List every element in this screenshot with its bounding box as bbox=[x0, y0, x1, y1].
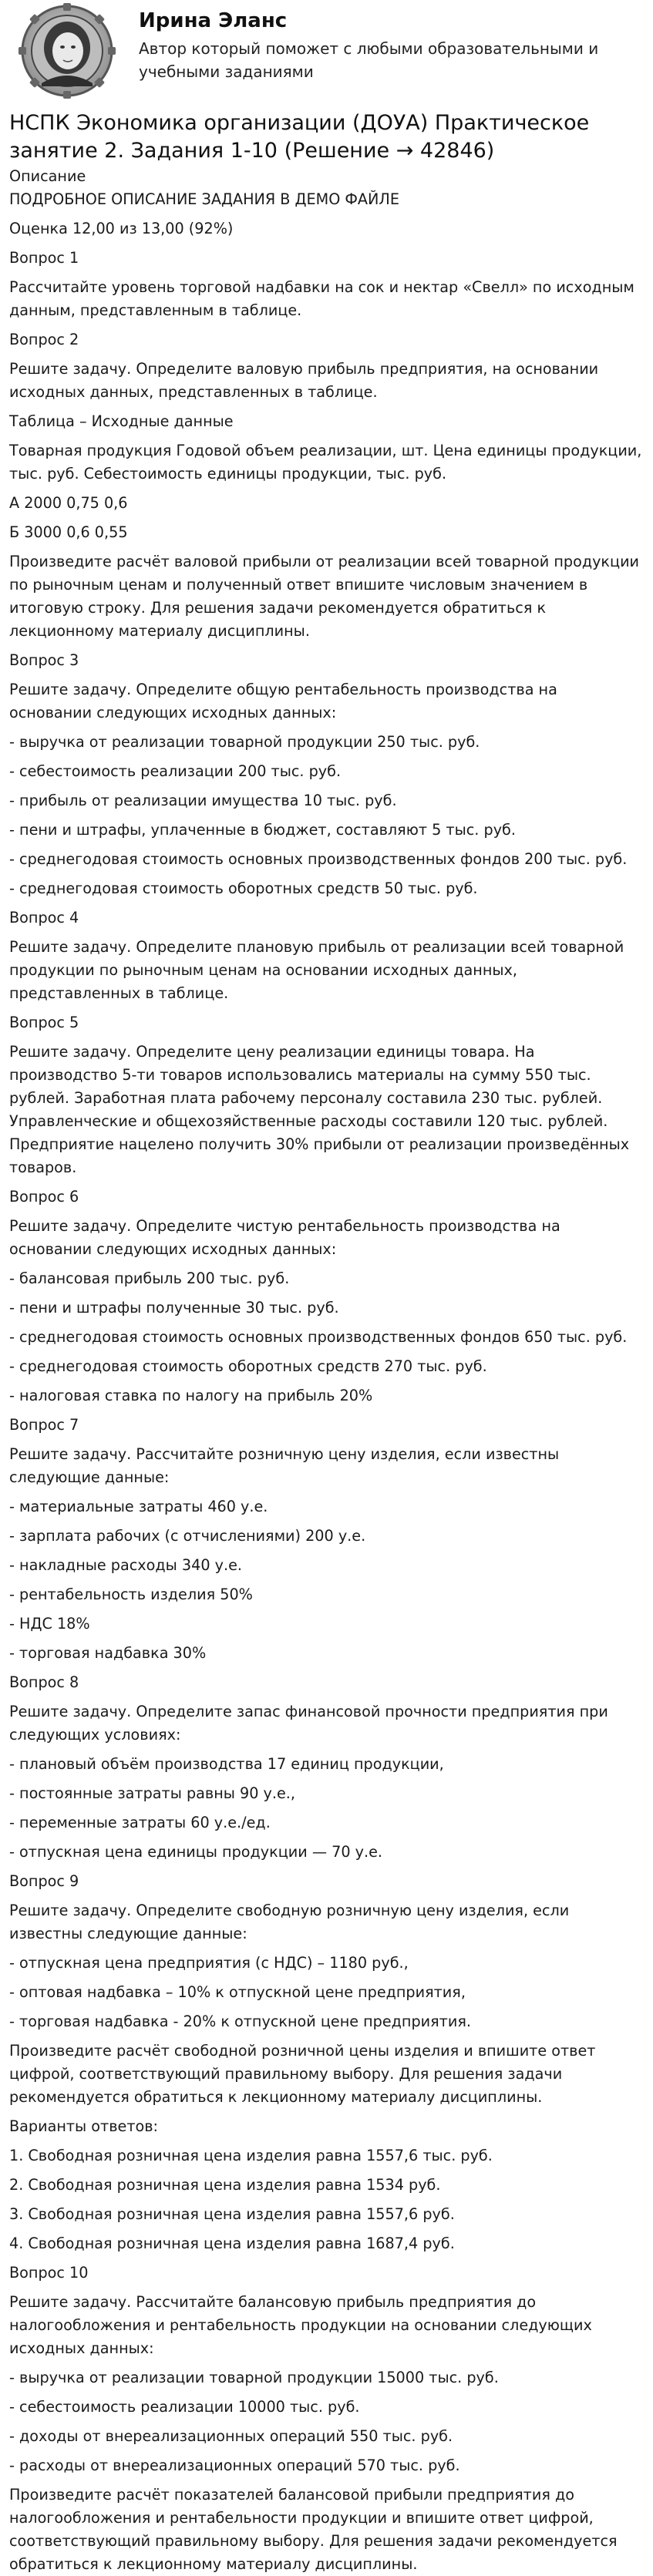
content-paragraph: Вопрос 5 bbox=[9, 1014, 79, 1031]
content-paragraph: - плановый объём производства 17 единиц продукции, bbox=[9, 1755, 444, 1773]
content-paragraph: Таблица – Исходные данные bbox=[9, 412, 234, 430]
content-paragraph: Описание bbox=[9, 167, 86, 185]
content-paragraph: - налоговая ставка по налогу на прибыль 20% bbox=[9, 1387, 373, 1404]
avatar-portrait-image bbox=[9, 3, 125, 99]
content-paragraph: Решите задачу. Рассчитайте балансовую прибыль предприятия до налогообложения и рентабельность продукции на основании следующих исходных данных: bbox=[9, 2293, 592, 2357]
content-paragraph: - переменные затраты 60 у.е./ед. bbox=[9, 1814, 271, 1831]
content-paragraph: Решите задачу. Определите общую рентабельность производства на основании следующих исходных данных: bbox=[9, 681, 557, 721]
content-paragraph: ПОДРОБНОЕ ОПИСАНИЕ ЗАДАНИЯ В ДЕМО ФАЙЛЕ bbox=[9, 190, 399, 208]
content-paragraph: Вопрос 4 bbox=[9, 909, 79, 926]
author-avatar[interactable] bbox=[9, 3, 125, 99]
content-paragraph: - среднегодовая стоимость основных производственных фондов 650 тыс. руб. bbox=[9, 1328, 628, 1346]
content-paragraph: - пени и штрафы полученные 30 тыс. руб. bbox=[9, 1299, 339, 1317]
content-paragraph: - среднегодовая стоимость основных производственных фондов 200 тыс. руб. bbox=[9, 850, 628, 868]
content-paragraph: Оценка 12,00 из 13,00 (92%) bbox=[9, 220, 234, 237]
content-paragraph: Решите задачу. Определите запас финансовой прочности предприятия при следующих условиях: bbox=[9, 1703, 608, 1744]
content-paragraph: А 2000 0,75 0,6 bbox=[9, 494, 128, 512]
content-paragraph: Решите задачу. Определите плановую прибыль от реализации всей товарной продукции по рыночным ценам на основании исходных данных, представленных в таблице. bbox=[9, 938, 624, 1002]
content-paragraph: - отпускная цена предприятия (с НДС) – 1180 руб., bbox=[9, 1954, 409, 1972]
content-paragraph: - балансовая прибыль 200 тыс. руб. bbox=[9, 1270, 290, 1287]
content-paragraph: - выручка от реализации товарной продукции 250 тыс. руб. bbox=[9, 733, 480, 751]
content-paragraph: - себестоимость реализации 10000 тыс. руб. bbox=[9, 2398, 360, 2416]
content-paragraph: - НДС 18% bbox=[9, 1615, 90, 1633]
author-name[interactable]: Ирина Эланс bbox=[139, 9, 288, 32]
content-paragraph: - среднегодовая стоимость оборотных средств 50 тыс. руб. bbox=[9, 879, 478, 897]
content-paragraph: Б 3000 0,6 0,55 bbox=[9, 523, 128, 541]
content-paragraph: - прибыль от реализации имущества 10 тыс. руб. bbox=[9, 792, 397, 809]
content-paragraph: - торговая надбавка - 20% к отпускной цене предприятия. bbox=[9, 2013, 471, 2030]
content-paragraph: Решите задачу. Определите цену реализации единицы товара. На производство 5-ти товаров использовались материалы на сумму 550 тыс. рублей. Заработная плата рабочему персоналу составила 230 тыс. рублей. Управленческие и общехозяйственные расходы составили 120 тыс. рублей. Предприятие нацелено получить 30% прибыли от реализации произведённых товаров. bbox=[9, 1043, 630, 1176]
content-paragraph: - пени и штрафы, уплаченные в бюджет, составляют 5 тыс. руб. bbox=[9, 821, 516, 839]
content-paragraph: 4. Свободная розничная цена изделия равна 1687,4 руб. bbox=[9, 2235, 455, 2252]
author-info bbox=[139, 3, 601, 83]
content-paragraph: Произведите расчёт показателей балансовой прибыли предприятия до налогообложения и рентабельности продукции и впишите ответ цифрой, соответствующий правильному выбору. Для решения задачи рекомендуется обратиться к лекционному материалу дисциплины. bbox=[9, 2486, 618, 2573]
content-paragraph: Товарная продукция Годовой объем реализации, шт. Цена единицы продукции, тыс. руб. Себестоимость единицы продукции, тыс. руб. bbox=[9, 442, 642, 483]
content-paragraph: Произведите расчёт валовой прибыли от реализации всей товарной продукции по рыночным ценам и полученный ответ впишите числовым значением в итоговую строку. Для решения задачи рекомендуется обратиться к лекционному материалу дисциплины. bbox=[9, 553, 640, 640]
content-paragraph: Вопрос 7 bbox=[9, 1416, 79, 1434]
content-paragraph: Произведите расчёт свободной розничной цены изделия и впишите ответ цифрой, соответствующий правильному выбору. Для решения задачи рекомендуется обратиться к лекционному материалу дисциплины. bbox=[9, 2042, 596, 2106]
content-paragraph: Вопрос 1 bbox=[9, 249, 79, 267]
content-paragraph: Рассчитайте уровень торговой надбавки на сок и нектар «Свелл» по исходным данным, представленным в таблице. bbox=[9, 278, 634, 319]
content-paragraph: Решите задачу. Рассчитайте розничную цену изделия, если известны следующие данные: bbox=[9, 1445, 560, 1486]
content-paragraph: - себестоимость реализации 200 тыс. руб. bbox=[9, 762, 342, 780]
content-paragraph: 2. Свободная розничная цена изделия равна 1534 руб. bbox=[9, 2176, 441, 2194]
content-paragraph: - торговая надбавка 30% bbox=[9, 1644, 207, 1662]
content-paragraph: - постоянные затраты равны 90 у.е., bbox=[9, 1784, 295, 1802]
content-paragraph: Вопрос 3 bbox=[9, 651, 79, 669]
content-paragraph: Вопрос 6 bbox=[9, 1188, 79, 1206]
content-paragraph: Вопрос 2 bbox=[9, 331, 79, 348]
page-title: НСПК Экономика организации (ДОУА) Практическое занятие 2. Задания 1-10 (Решение → 42846) bbox=[9, 111, 590, 163]
content-paragraph: - рентабельность изделия 50% bbox=[9, 1586, 253, 1603]
content-paragraph: Вопрос 8 bbox=[9, 1673, 79, 1691]
content-paragraph: Решите задачу. Определите валовую прибыль предприятия, на основании исходных данных, представленных в таблице. bbox=[9, 360, 599, 401]
author-description: Автор который поможет с любыми образовательными и учебными заданиями bbox=[139, 39, 599, 81]
content-paragraph: - среднегодовая стоимость оборотных средств 270 тыс. руб. bbox=[9, 1357, 487, 1375]
content-paragraph: Варианты ответов: bbox=[9, 2117, 159, 2135]
content-paragraph: - зарплата рабочих (с отчислениями) 200 у.е. bbox=[9, 1527, 366, 1545]
content-paragraph: - оптовая надбавка – 10% к отпускной цене предприятия, bbox=[9, 1983, 466, 2001]
content-paragraph: Вопрос 9 bbox=[9, 1872, 79, 1890]
content-paragraph: Вопрос 10 bbox=[9, 2264, 89, 2282]
content-paragraph: Решите задачу. Определите чистую рентабельность производства на основании следующих исходных данных: bbox=[9, 1217, 560, 1258]
content-paragraph: - расходы от внереализационных операций 570 тыс. руб. bbox=[9, 2457, 460, 2474]
author-header bbox=[9, 0, 644, 100]
content-paragraph: - отпускная цена единицы продукции — 70 у.е. bbox=[9, 1843, 382, 1861]
content-paragraph: 3. Свободная розничная цена изделия равна 1557,6 руб. bbox=[9, 2205, 455, 2223]
content-paragraph: 1. Свободная розничная цена изделия равна 1557,6 тыс. руб. bbox=[9, 2147, 493, 2164]
description-content bbox=[9, 165, 644, 2576]
content-paragraph: - выручка от реализации товарной продукции 15000 тыс. руб. bbox=[9, 2369, 499, 2386]
content-paragraph: - материальные затраты 460 у.е. bbox=[9, 1498, 268, 1515]
content-paragraph: - накладные расходы 340 у.е. bbox=[9, 1556, 242, 1574]
content-paragraph: - доходы от внереализационных операций 550 тыс. руб. bbox=[9, 2427, 453, 2445]
content-paragraph: Решите задачу. Определите свободную розничную цену изделия, если известны следующие данные: bbox=[9, 1902, 570, 1942]
